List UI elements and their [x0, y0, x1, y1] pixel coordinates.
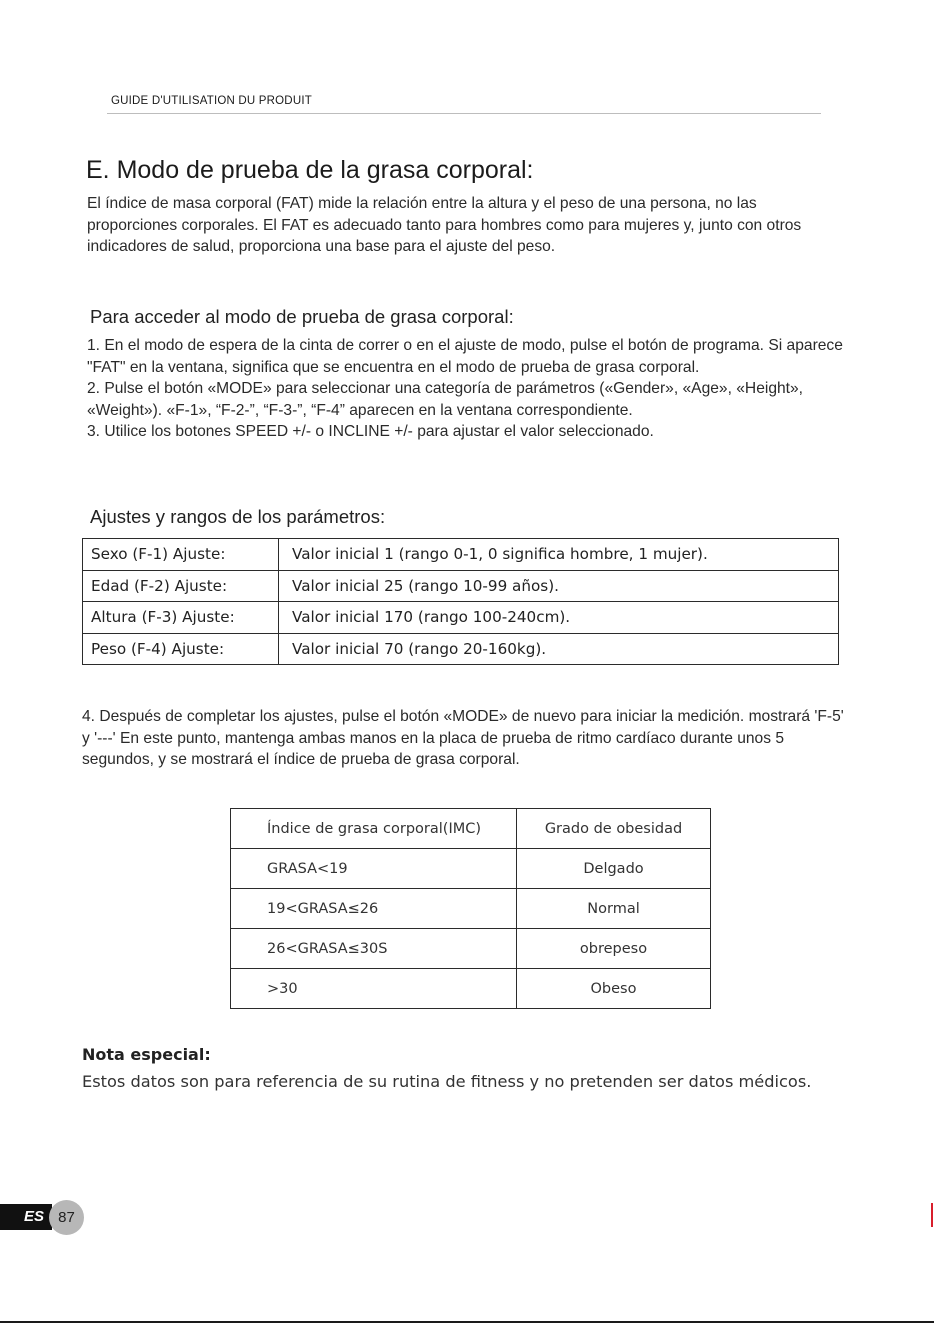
access-steps: [87, 335, 857, 443]
table-row: [83, 570, 839, 602]
params-heading: Ajustes y rangos de los parámetros:: [90, 506, 386, 527]
fat-range: 19<GRASA≤26: [231, 889, 517, 929]
step-3: 3. Utilice los botones SPEED +/- o INCLINE +/- para ajustar el valor seleccionado.: [87, 423, 654, 440]
table-row: [231, 889, 711, 929]
column-header: Índice de grasa corporal(IMC): [231, 809, 517, 849]
table-header-row: [231, 809, 711, 849]
step-4-paragraph: 4. Después de completar los ajustes, pulse el botón «MODE» de nuevo para iniciar la medición. mostrará 'F-5' y '---' En este punto, mantenga ambas manos en la placa de prueba de ritmo cardíaco durante unos 5 segundos, y se mostrará el índice de prueba de grasa corporal.: [82, 708, 844, 768]
param-label: Sexo (F-1) Ajuste:: [83, 539, 279, 571]
param-label: Peso (F-4) Ajuste:: [83, 633, 279, 665]
obesity-grade: Obeso: [517, 969, 711, 1009]
step-1: 1. En el modo de espera de la cinta de correr o en el ajuste de modo, pulse el botón de programa. Si aparece "FAT" en la ventana, significa que se encuentra en el modo de prueba de grasa corporal.: [87, 337, 843, 376]
params-table: [82, 538, 839, 665]
fat-range: 26<GRASA≤30S: [231, 929, 517, 969]
intro-paragraph: El índice de masa corporal (FAT) mide la relación entre la altura y el peso de una persona, no las proporciones corporales. El FAT es adecuado tanto para hombres como para mujeres y, junto con otros indicadores de salud, proporciona una base para el ajuste del peso.: [87, 195, 802, 255]
column-header: Grado de obesidad: [517, 809, 711, 849]
obesity-grade: obrepeso: [517, 929, 711, 969]
table-row: [231, 929, 711, 969]
param-value: Valor inicial 170 (rango 100-240cm).: [279, 602, 839, 634]
param-label: Altura (F-3) Ajuste:: [83, 602, 279, 634]
table-row: [231, 969, 711, 1009]
header-divider: [107, 113, 821, 114]
language-tab: ES: [0, 1204, 52, 1230]
edge-marker: [931, 1203, 933, 1227]
obesity-grade: Normal: [517, 889, 711, 929]
fat-range: >30: [231, 969, 517, 1009]
obesity-grade: Delgado: [517, 849, 711, 889]
note-title: Nota especial:: [82, 1045, 211, 1064]
param-value: Valor inicial 70 (rango 20-160kg).: [279, 633, 839, 665]
fat-range: GRASA<19: [231, 849, 517, 889]
running-header: GUIDE D'UTILISATION DU PRODUIT: [111, 95, 312, 107]
access-heading: Para acceder al modo de prueba de grasa corporal:: [90, 306, 514, 327]
param-value: Valor inicial 1 (rango 0-1, 0 significa hombre, 1 mujer).: [279, 539, 839, 571]
param-label: Edad (F-2) Ajuste:: [83, 570, 279, 602]
step-2: 2. Pulse el botón «MODE» para seleccionar una categoría de parámetros («Gender», «Age», «Height», «Weight»). «F-1», “F-2-”, “F-3-”, “F-4” aparecen en la ventana correspondiente.: [87, 380, 804, 419]
table-row: [83, 539, 839, 571]
table-row: [83, 633, 839, 665]
table-row: [83, 602, 839, 634]
param-value: Valor inicial 25 (rango 10-99 años).: [279, 570, 839, 602]
page-number: 87: [49, 1200, 84, 1235]
table-row: [231, 849, 711, 889]
section-title: E. Modo de prueba de la grasa corporal:: [86, 156, 534, 184]
note-text: Estos datos son para referencia de su rutina de fitness y no pretenden ser datos médicos.: [82, 1072, 812, 1091]
fat-index-table: [230, 808, 711, 1009]
